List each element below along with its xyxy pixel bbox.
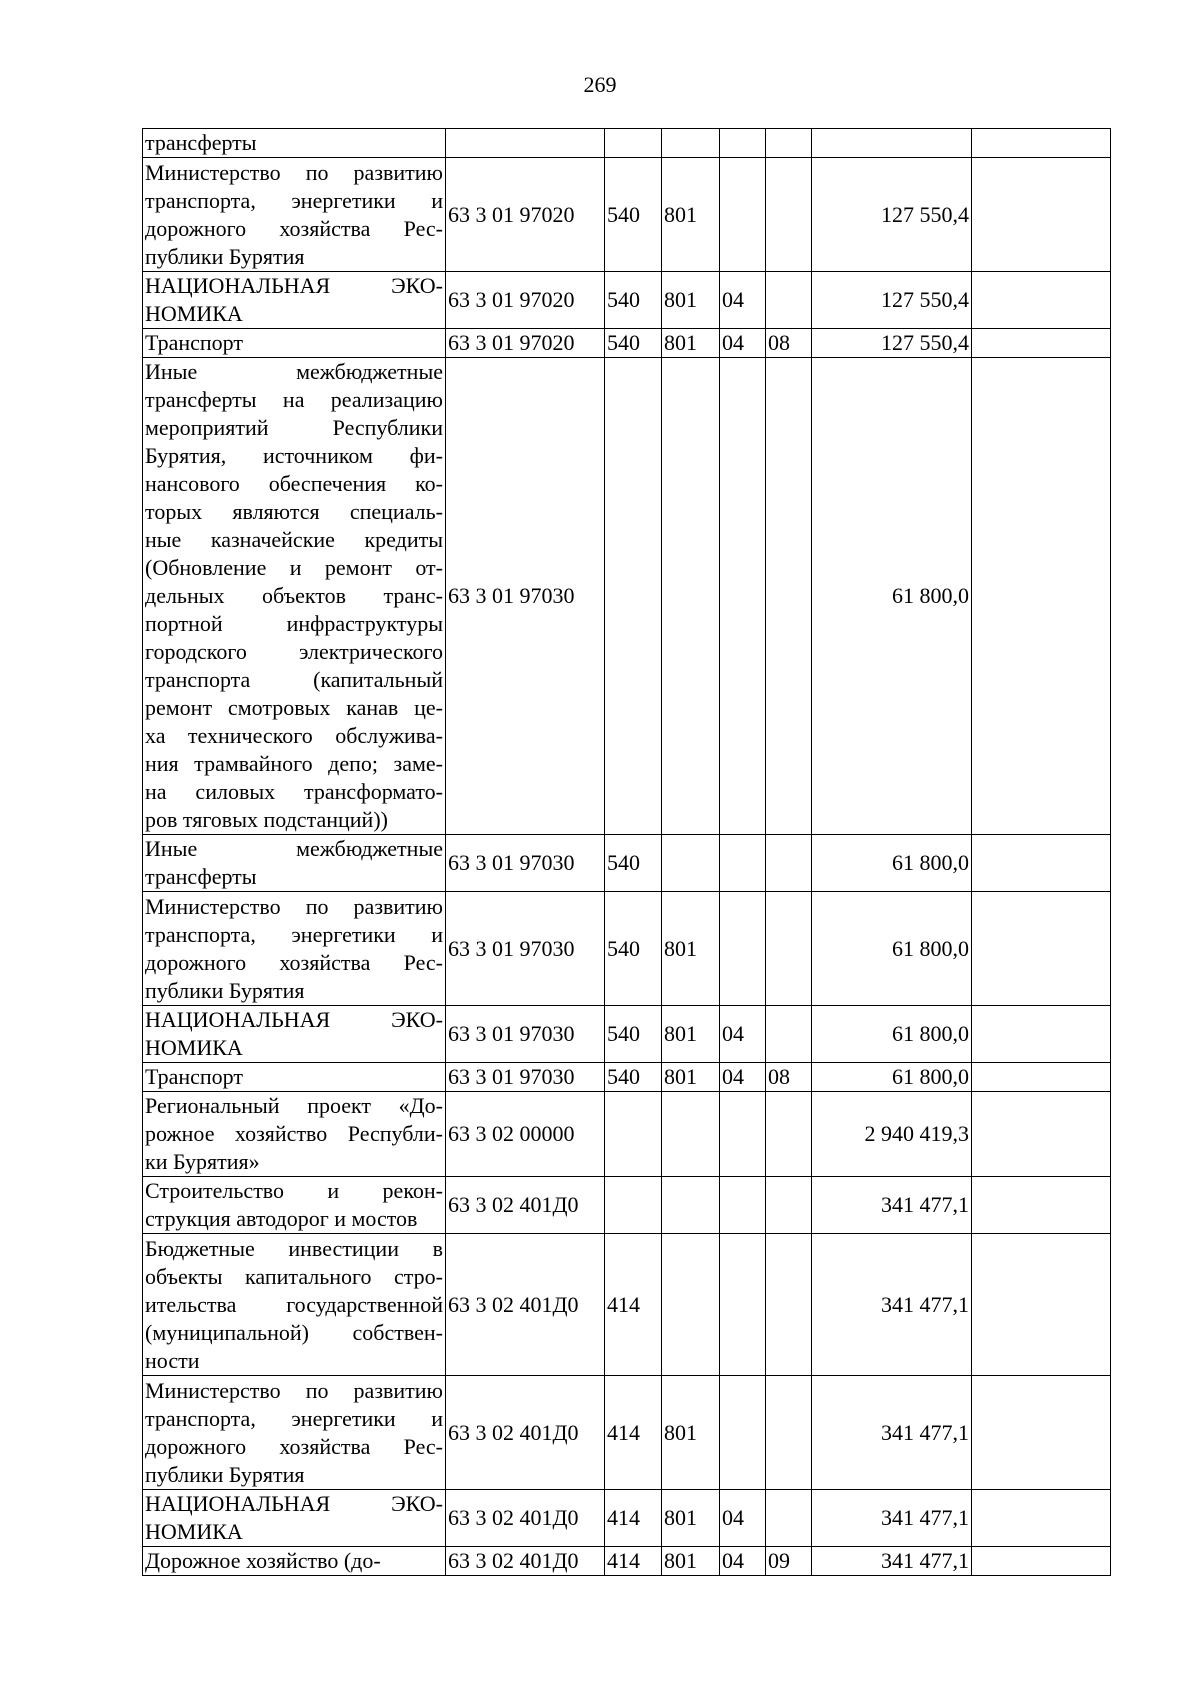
- row-name-line: на силовых трансформато-: [145, 779, 443, 804]
- row-name-line: Иные межбюджетные: [145, 359, 443, 384]
- row-amount: 127 550,4: [812, 158, 972, 272]
- row-code: 63 3 02 401Д0: [446, 1177, 605, 1234]
- row-name-line: ров тяговых подстанций)): [145, 807, 388, 832]
- row-pr: [766, 358, 812, 835]
- row-rz: [720, 1177, 766, 1234]
- row-amount: 127 550,4: [812, 272, 972, 329]
- row-name-line: Министерство по развитию: [145, 1377, 443, 1403]
- row-name-line: публики Бурятия: [145, 243, 305, 269]
- row-name: [143, 158, 446, 272]
- table-row: [143, 892, 1111, 1006]
- row-pr: [766, 1092, 812, 1177]
- row-name: [143, 272, 446, 329]
- row-name-line: Дорожное хозяйство (до-: [145, 1548, 381, 1573]
- row-name: [143, 1177, 446, 1234]
- row-name-line: ния трамвайного депо; заме-: [145, 751, 443, 776]
- row-amount: 61 800,0: [812, 835, 972, 892]
- page-number: 269: [583, 72, 617, 97]
- row-amount: 61 800,0: [812, 1063, 972, 1092]
- row-name-line: НОМИКА: [145, 1035, 243, 1060]
- row-amount: 341 477,1: [812, 1376, 972, 1490]
- row-pr: [766, 1490, 812, 1547]
- row-pr: [766, 129, 812, 158]
- row-rz: 04: [720, 329, 766, 358]
- row-code: 63 3 01 97030: [446, 892, 605, 1006]
- row-code: 63 3 01 97030: [446, 358, 605, 835]
- row-rz: [720, 358, 766, 835]
- row-amount: 2 940 419,3: [812, 1092, 972, 1177]
- row-code: 63 3 02 401Д0: [446, 1376, 605, 1490]
- row-name-line: (муниципальной) собствен-: [145, 1319, 443, 1345]
- row-name: [143, 892, 446, 1006]
- table-row: [143, 272, 1111, 329]
- table-row: [143, 329, 1111, 358]
- row-grbs: [662, 1234, 720, 1376]
- row-grbs: [662, 358, 720, 835]
- row-extra: [972, 272, 1111, 329]
- row-amount: 61 800,0: [812, 892, 972, 1006]
- table-row: [143, 1063, 1111, 1092]
- row-name-line: ремонт смотровых канав це-: [145, 695, 443, 720]
- budget-table: [142, 128, 1111, 1576]
- row-vr: [605, 1092, 662, 1177]
- row-pr: [766, 835, 812, 892]
- row-rz: 04: [720, 1063, 766, 1092]
- table-row: [143, 835, 1111, 892]
- row-name: [143, 1490, 446, 1547]
- row-name-line: Транспорт: [145, 330, 244, 355]
- row-amount: 341 477,1: [812, 1234, 972, 1376]
- row-name-line: дорожного хозяйства Рес-: [145, 1433, 443, 1459]
- row-name-line: дорожного хозяйства Рес-: [145, 215, 443, 241]
- row-code: 63 3 01 97020: [446, 329, 605, 358]
- row-rz: [720, 158, 766, 272]
- row-vr: 540: [605, 272, 662, 329]
- row-extra: [972, 1006, 1111, 1063]
- row-pr: 09: [766, 1547, 812, 1576]
- row-grbs: 801: [662, 1490, 720, 1547]
- row-code: 63 3 01 97020: [446, 158, 605, 272]
- row-name-line: трансферты: [145, 864, 257, 889]
- row-vr: 540: [605, 1006, 662, 1063]
- row-code: 63 3 02 401Д0: [446, 1490, 605, 1547]
- table-row: [143, 129, 1111, 158]
- row-extra: [972, 1092, 1111, 1177]
- row-name-line: НАЦИОНАЛЬНАЯ ЭКО-: [145, 1007, 443, 1032]
- row-amount: 341 477,1: [812, 1547, 972, 1576]
- row-name-line: НАЦИОНАЛЬНАЯ ЭКО-: [145, 1491, 443, 1516]
- row-name-line: нансового обеспечения ко-: [145, 471, 443, 496]
- row-grbs: 801: [662, 158, 720, 272]
- row-name-line: публики Бурятия: [145, 1461, 305, 1487]
- row-pr: [766, 1376, 812, 1490]
- row-vr: 414: [605, 1490, 662, 1547]
- table-row: [143, 1490, 1111, 1547]
- row-name-line: дорожного хозяйства Рес-: [145, 949, 443, 975]
- row-grbs: 801: [662, 892, 720, 1006]
- row-vr: 414: [605, 1547, 662, 1576]
- row-rz: 04: [720, 1547, 766, 1576]
- row-pr: 08: [766, 1063, 812, 1092]
- row-name-line: мероприятий Республики: [145, 415, 443, 440]
- row-code: 63 3 02 00000: [446, 1092, 605, 1177]
- row-name: [143, 1234, 446, 1376]
- row-name-line: Бюджетные инвестиции в: [145, 1235, 443, 1261]
- row-extra: [972, 329, 1111, 358]
- table-row: [143, 1234, 1111, 1376]
- row-pr: [766, 892, 812, 1006]
- row-extra: [972, 1376, 1111, 1490]
- row-name-line: дельных объектов транс-: [145, 583, 443, 608]
- row-name-line: Бурятия, источником фи-: [145, 443, 443, 468]
- row-name-line: Министерство по развитию: [145, 159, 443, 185]
- row-rz: [720, 1234, 766, 1376]
- row-amount: 61 800,0: [812, 358, 972, 835]
- row-pr: [766, 1177, 812, 1234]
- row-rz: [720, 1092, 766, 1177]
- row-extra: [972, 158, 1111, 272]
- row-amount: [812, 129, 972, 158]
- row-vr: 540: [605, 835, 662, 892]
- row-code: 63 3 01 97030: [446, 1006, 605, 1063]
- row-name: [143, 329, 446, 358]
- row-rz: [720, 892, 766, 1006]
- row-name-line: трансферты: [145, 130, 257, 155]
- row-name-line: торых являются специаль-: [145, 499, 443, 524]
- row-name-line: трансферты на реализацию: [145, 387, 443, 412]
- row-extra: [972, 1547, 1111, 1576]
- row-vr: 414: [605, 1376, 662, 1490]
- row-grbs: 801: [662, 1063, 720, 1092]
- row-name: [143, 1006, 446, 1063]
- row-extra: [972, 892, 1111, 1006]
- row-rz: [720, 1376, 766, 1490]
- row-name: [143, 1376, 446, 1490]
- row-name-line: Строительство и рекон-: [145, 1178, 443, 1203]
- row-name-line: транспорта, энергетики и: [145, 187, 443, 213]
- row-pr: [766, 272, 812, 329]
- row-vr: [605, 129, 662, 158]
- row-grbs: 801: [662, 1006, 720, 1063]
- row-vr: 540: [605, 1063, 662, 1092]
- row-name-line: НАЦИОНАЛЬНАЯ ЭКО-: [145, 273, 443, 298]
- row-name: [143, 1063, 446, 1092]
- row-name-line: портной инфраструктуры: [145, 611, 443, 636]
- row-name-line: ности: [145, 1347, 200, 1373]
- row-rz: 04: [720, 1490, 766, 1547]
- table-row: [143, 1547, 1111, 1576]
- table-row: [143, 1092, 1111, 1177]
- row-pr: [766, 158, 812, 272]
- row-amount: 341 477,1: [812, 1177, 972, 1234]
- table-row: [143, 1177, 1111, 1234]
- row-grbs: [662, 1177, 720, 1234]
- row-name-line: (Обновление и ремонт от-: [145, 555, 443, 580]
- row-code: 63 3 01 97030: [446, 1063, 605, 1092]
- row-name-line: транспорта (капитальный: [145, 667, 443, 692]
- row-grbs: 801: [662, 329, 720, 358]
- row-name-line: НОМИКА: [145, 1519, 243, 1544]
- row-name-line: городского электрического: [145, 639, 443, 664]
- row-name: [143, 1547, 446, 1576]
- row-code: 63 3 01 97020: [446, 272, 605, 329]
- row-name-line: НОМИКА: [145, 301, 243, 326]
- row-grbs: [662, 835, 720, 892]
- row-name: [143, 129, 446, 158]
- row-vr: 414: [605, 1234, 662, 1376]
- row-pr: 08: [766, 329, 812, 358]
- row-grbs: 801: [662, 272, 720, 329]
- row-grbs: [662, 1092, 720, 1177]
- row-grbs: 801: [662, 1547, 720, 1576]
- row-extra: [972, 358, 1111, 835]
- row-name: [143, 1092, 446, 1177]
- row-extra: [972, 835, 1111, 892]
- row-name-line: рожное хозяйство Республи-: [145, 1121, 443, 1146]
- row-name-line: транспорта, энергетики и: [145, 1405, 443, 1431]
- row-grbs: 801: [662, 1376, 720, 1490]
- row-name-line: объекты капитального стро-: [145, 1263, 443, 1289]
- row-amount: 341 477,1: [812, 1490, 972, 1547]
- row-vr: [605, 358, 662, 835]
- row-name-line: ные казначейские кредиты: [145, 527, 443, 552]
- row-name-line: ительства государственной: [145, 1291, 443, 1317]
- row-name: [143, 358, 446, 835]
- row-vr: 540: [605, 329, 662, 358]
- row-name-line: Иные межбюджетные: [145, 836, 443, 861]
- row-rz: [720, 129, 766, 158]
- row-amount: 127 550,4: [812, 329, 972, 358]
- row-extra: [972, 1177, 1111, 1234]
- row-code: 63 3 02 401Д0: [446, 1234, 605, 1376]
- row-rz: [720, 835, 766, 892]
- row-extra: [972, 1234, 1111, 1376]
- row-name-line: Региональный проект «До-: [145, 1093, 443, 1118]
- row-vr: 540: [605, 892, 662, 1006]
- table-row: [143, 1376, 1111, 1490]
- row-name-line: Транспорт: [145, 1064, 244, 1089]
- row-pr: [766, 1234, 812, 1376]
- row-grbs: [662, 129, 720, 158]
- row-extra: [972, 1490, 1111, 1547]
- row-pr: [766, 1006, 812, 1063]
- row-extra: [972, 1063, 1111, 1092]
- row-name-line: публики Бурятия: [145, 977, 305, 1003]
- table-row: [143, 1006, 1111, 1063]
- row-extra: [972, 129, 1111, 158]
- table-row: [143, 158, 1111, 272]
- row-rz: 04: [720, 1006, 766, 1063]
- row-name-line: транспорта, энергетики и: [145, 921, 443, 947]
- row-name-line: ки Бурятия»: [145, 1149, 260, 1174]
- row-code: 63 3 01 97030: [446, 835, 605, 892]
- row-code: 63 3 02 401Д0: [446, 1547, 605, 1576]
- row-name-line: Министерство по развитию: [145, 893, 443, 919]
- row-name: [143, 835, 446, 892]
- row-name-line: струкция автодорог и мостов: [145, 1206, 418, 1231]
- row-amount: 61 800,0: [812, 1006, 972, 1063]
- row-vr: [605, 1177, 662, 1234]
- table-row: [143, 358, 1111, 835]
- row-rz: 04: [720, 272, 766, 329]
- row-vr: 540: [605, 158, 662, 272]
- row-code: [446, 129, 605, 158]
- row-name-line: ха технического обслужива-: [145, 723, 443, 748]
